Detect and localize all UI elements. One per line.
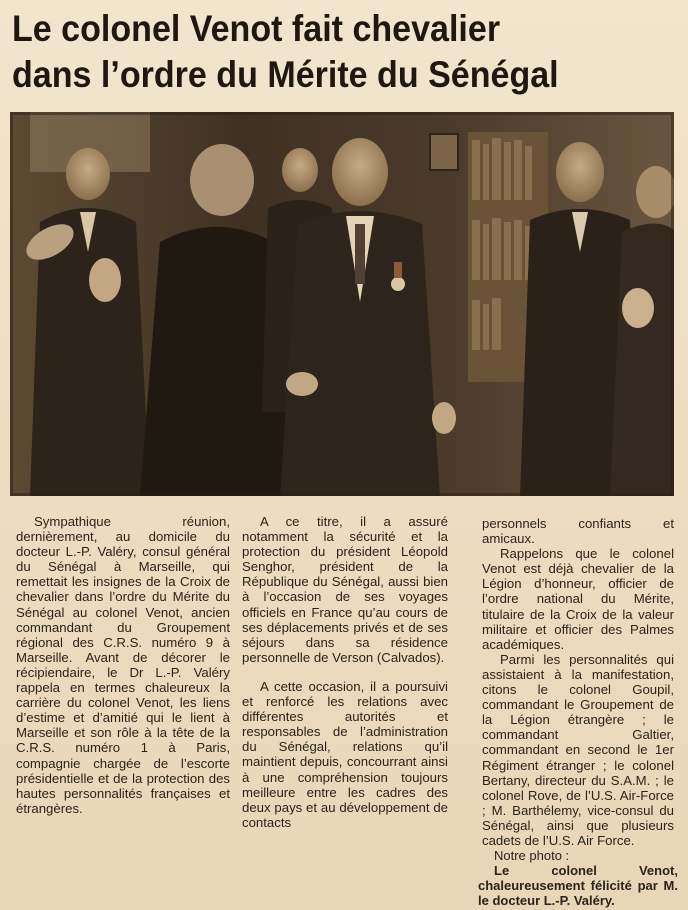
photo-ceremony — [10, 112, 674, 496]
article-column-3 — [482, 516, 674, 848]
headline-line-1: Le colonel Venot fait chevalier — [12, 8, 501, 49]
photo-caption — [478, 848, 678, 908]
article-column-1 — [16, 514, 230, 816]
article-paragraph: Rappelons que le colonel Venot est déjà chevalier de la Légion d’honneur, officier de l’ordre national du Mérite, titulaire de la Croix de la valeur militaire et officier des Palmes académiques. — [482, 546, 674, 652]
article-paragraph: A cette occasion, il a poursuivi et renforcé les relations avec différentes autorités et responsables de l’administration du Sénégal, relations qu’il maintient depuis, concourrant ainsi à une compréhension toujours meilleure entre les cadres des deux pays et au développement de contacts — [242, 678, 448, 830]
headline — [12, 6, 601, 98]
caption-label: Notre photo : — [494, 848, 570, 863]
article-paragraph: personnels confiants et amicaux. — [482, 516, 674, 547]
article-paragraph: Parmi les personnalités qui assistaient à la manifestation, citons le colonel Goupil, commandant le Groupement de la Légion étrangère ; le commandant Galtier, commandant en second le 1er Régiment étranger ; le colonel Bertany, directeur du S.A.M. ; le colonel Rove, de l’U.S. Air-Force ; M. Barthélemy, vice-consul du Sénégal, ainsi que plusieurs cadets de l’U.S. Air Force. — [482, 651, 674, 848]
photo-illustration — [10, 112, 674, 496]
article-paragraph: A ce titre, il a assuré notamment la sécurité et la protection du président Léopold Senghor, président de la République du Sénégal, aussi bien à l’occasion de ses voyages officiels en France qu’au cours de ses déplacements privés et de ses séjours dans sa résidence personnelle de Verson (Calvados). — [242, 514, 448, 665]
article-paragraph: Sympathique réunion, dernièrement, au domicile du docteur L.-P. Valéry, consul général du Sénégal à Marseille, qui remettait les insignes de la Croix de chevalier dans l’ordre du Mérite du Sénégal au colonel Venot, ancien commandant du Groupement régional des C.R.S. numéro 9 à Marseille. Avant de décorer le récipiendaire, le Dr L.-P. Valéry rappela en termes chaleureux la carrière du colonel Venot, les liens d’estime et d’amitié qui le lient à Marseille et son rôle à la tête de la C.R.S. numéro 1 à Paris, compagnie chargée de l’escorte présidentielle et de la protection des hautes personnalités françaises et étrangères. — [16, 514, 230, 816]
headline-line-2: dans l’ordre du Mérite du Sénégal — [12, 54, 559, 95]
article-column-2 — [242, 514, 448, 830]
caption-text: Le colonel Venot, chaleureusement félicité par M. le docteur L.-P. Valéry. — [478, 863, 678, 908]
